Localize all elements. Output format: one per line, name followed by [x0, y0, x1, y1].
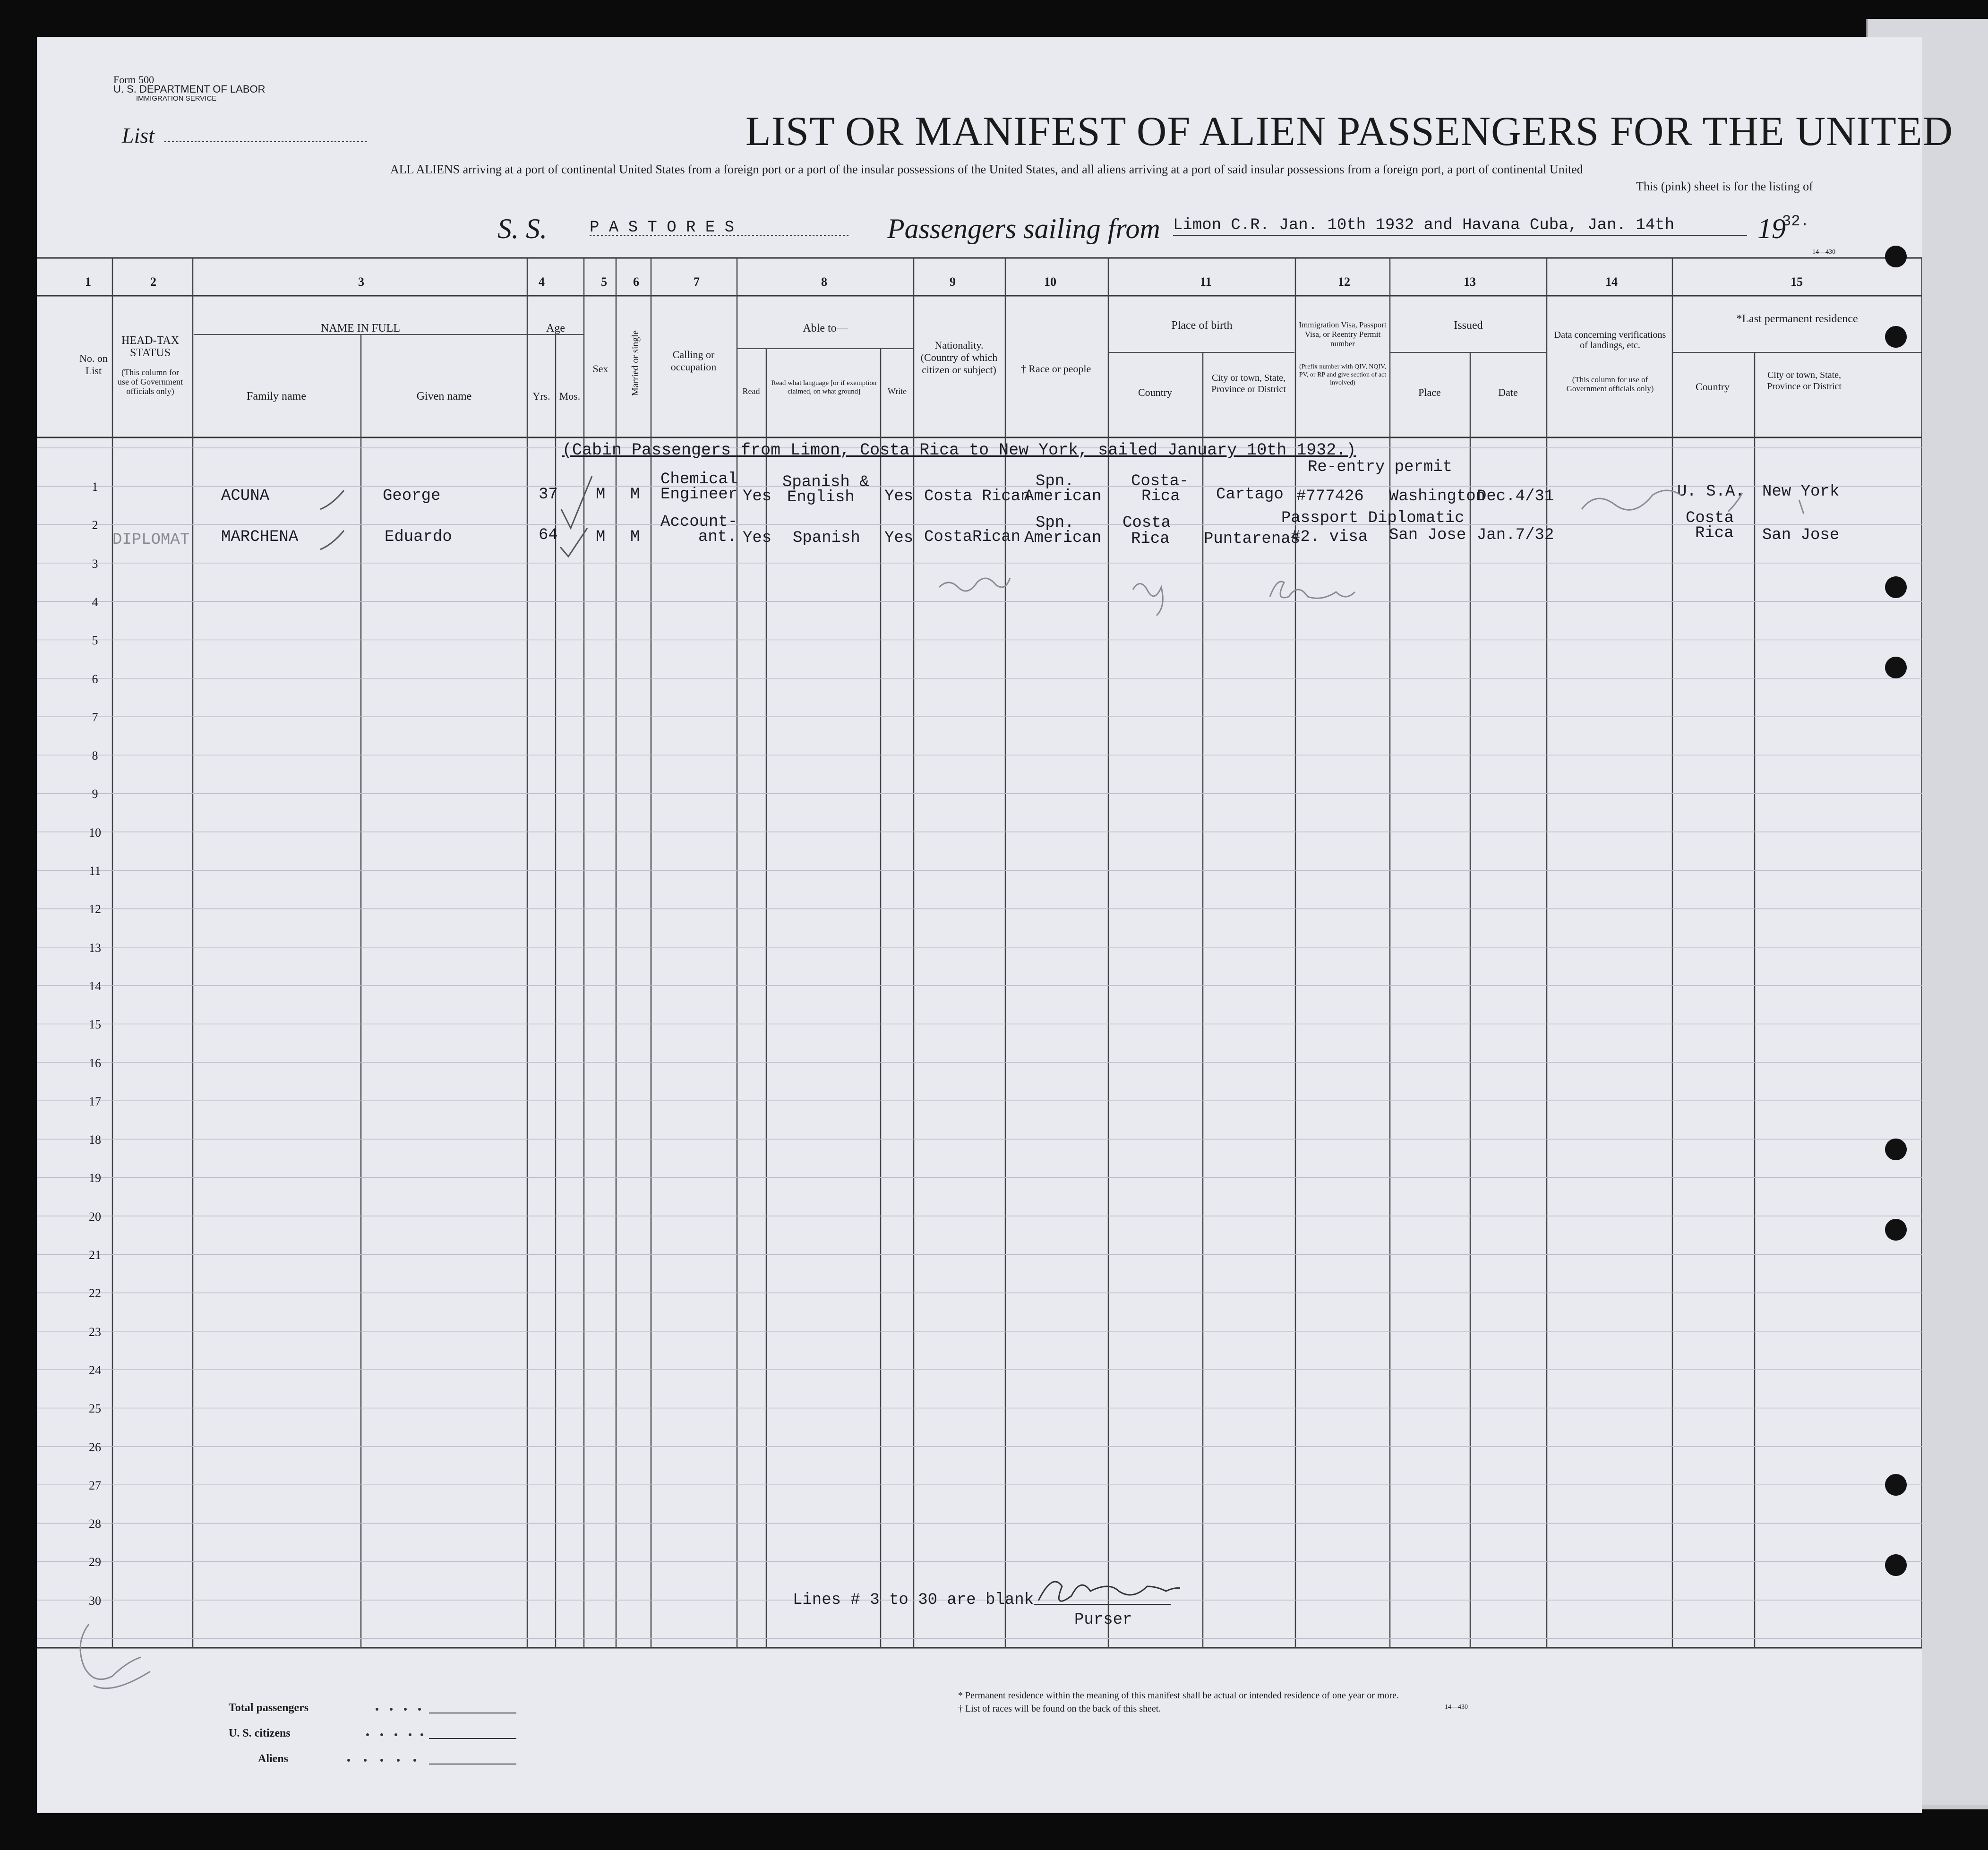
line-number: 2 [92, 518, 98, 532]
line-number: 5 [92, 634, 98, 648]
header-head-tax-note: (This column for use of Government officials only) [118, 368, 183, 396]
language-line-1: Spanish & [782, 473, 869, 491]
binder-hole [1885, 1139, 1907, 1160]
race-line-2: American [1024, 529, 1102, 547]
header-mos: Mos. [559, 390, 581, 402]
binder-hole [1885, 1474, 1907, 1496]
header-age: Age [546, 322, 565, 334]
line-number: 10 [89, 825, 101, 839]
col-num-6: 6 [633, 275, 639, 289]
footnote-races: † List of races will be found on the back of this sheet. [958, 1704, 1161, 1714]
manifest-sheet [37, 37, 1954, 1813]
sailing-from: Limon C.R. Jan. 10th 1932 and Havana Cuba, Jan. 14th [1173, 216, 1674, 234]
blank-lines-note: Lines # 3 to 30 are blank [793, 1591, 1034, 1609]
header-name-in-full: NAME IN FULL [321, 322, 400, 334]
col-num-15: 15 [1791, 275, 1803, 289]
birth-city: Cartago [1216, 486, 1284, 504]
binder-hole [1885, 246, 1907, 267]
binder-hole [1885, 657, 1907, 678]
header-yrs: Yrs. [532, 390, 550, 402]
col-num-5: 5 [601, 275, 607, 289]
line-number: 12 [89, 902, 101, 916]
line-number: 24 [89, 1363, 101, 1377]
header-issued: Issued [1454, 319, 1483, 332]
ss-label: S. S. [497, 213, 547, 244]
read: Yes [743, 529, 772, 547]
checkmark [320, 490, 344, 509]
corner-code: 14—430 [1812, 248, 1835, 256]
col-num-1: 1 [85, 275, 91, 289]
col-num-2: 2 [150, 275, 156, 289]
checkmark [320, 531, 344, 549]
sex: M [596, 486, 606, 504]
visa-line-1: Passport Diplomatic [1281, 509, 1465, 527]
header-data-concerning: Data concerning verifications of landings, etc. [1554, 330, 1666, 351]
header-sex: Sex [592, 363, 608, 375]
totals-dotted-leaders [320, 1700, 519, 1766]
header-date: Date [1498, 386, 1518, 398]
line-number: 28 [89, 1517, 101, 1531]
col-num-10: 10 [1044, 275, 1056, 289]
family-name: ACUNA [221, 487, 270, 505]
nationality: Costa Rican [924, 488, 1030, 505]
line-number: 26 [89, 1440, 101, 1454]
visa-line-2: #2. visa [1291, 528, 1368, 546]
line-number: 21 [89, 1248, 101, 1262]
line-number: 9 [92, 787, 98, 801]
col-num-14: 14 [1605, 275, 1618, 289]
language-line-1: Spanish [793, 529, 860, 547]
binder-hole [1885, 326, 1907, 348]
header-family-name: Family name [247, 390, 306, 403]
header-place-of-birth: Place of birth [1171, 319, 1233, 332]
issued-place: Washington [1389, 488, 1486, 505]
header-write: Write [887, 386, 907, 396]
header-nationality: Nationality. (Country of which citizen or subject) [920, 339, 998, 376]
purser-label: Purser [1074, 1611, 1132, 1629]
line-number: 1 [92, 480, 98, 494]
birth-country-line-2: Rica [1131, 530, 1170, 548]
line-number: 11 [89, 864, 101, 878]
line-number: 15 [89, 1018, 101, 1032]
age-years: 64 [539, 526, 558, 544]
family-name: MARCHENA [221, 528, 299, 546]
occupation-line-2: Engineer [660, 486, 738, 504]
col-num-12: 12 [1338, 275, 1350, 289]
list-label: List [122, 123, 155, 147]
occupation-line-2: ant. [698, 528, 737, 546]
race-line-1: Spn. [1036, 514, 1074, 532]
us-citizens-label: U. S. citizens [229, 1727, 291, 1739]
sex: M [596, 528, 606, 546]
header-country: Country [1138, 386, 1173, 398]
residence-city: San Jose [1762, 526, 1840, 544]
aliens-label: Aliens [258, 1753, 289, 1765]
header-no-on-list: No. on List [79, 352, 108, 377]
col-num-11: 11 [1200, 275, 1212, 289]
cabin-note: (Cabin Passengers from Limon, Costa Rica to New York, sailed January 10th 1932.) [562, 441, 1356, 460]
visa-line-2: #777426 [1296, 488, 1364, 505]
header-head-tax: HEAD-TAX STATUS [121, 334, 180, 359]
total-passengers-label: Total passengers [229, 1702, 309, 1714]
col-num-7: 7 [694, 275, 700, 289]
header-res-country: Country [1695, 381, 1730, 393]
col-num-13: 13 [1464, 275, 1476, 289]
issued-place: San Jose [1389, 526, 1466, 544]
col-num-9: 9 [950, 275, 956, 289]
service: IMMIGRATION SERVICE [136, 94, 217, 103]
issued-date: Jan.7/32 [1477, 526, 1554, 544]
age-years: 37 [539, 486, 558, 504]
col-num-4: 4 [539, 275, 545, 289]
line-number: 20 [89, 1209, 101, 1224]
year-suffix: 32. [1782, 213, 1809, 230]
line-number: 8 [92, 749, 98, 763]
given-name: Eduardo [385, 528, 452, 546]
occupation-line-1: Account- [660, 513, 738, 531]
line-number: 30 [89, 1593, 101, 1608]
header-given-name: Given name [416, 390, 472, 403]
residence-country-line-1: Costa [1686, 509, 1734, 527]
header-race: † Race or people [1020, 363, 1091, 375]
line-number: 18 [89, 1133, 101, 1147]
head-tax-stamp: DIPLOMAT [112, 531, 190, 549]
department: U. S. DEPARTMENT OF LABOR [113, 83, 266, 95]
header-married: Married or single [630, 330, 641, 396]
line-number: 25 [89, 1402, 101, 1416]
footnote-residence: * Permanent residence within the meaning of this manifest shall be actual or intended residence of one year or more. [958, 1690, 1399, 1701]
issued-date: Dec.4/31 [1477, 488, 1554, 505]
line-number: 19 [89, 1171, 101, 1185]
given-name: George [383, 487, 441, 505]
line-number: 23 [89, 1325, 101, 1339]
header-visa: Immigration Visa, Passport Visa, or Reentry Permit number [1299, 320, 1387, 348]
line-number: 17 [89, 1094, 101, 1108]
sailing-label: Passengers sailing from [887, 213, 1160, 244]
line-number: 16 [89, 1056, 101, 1070]
line-number: 3 [92, 557, 98, 571]
visa-line-1: Re-entry permit [1308, 458, 1453, 476]
header-visa-note: (Prefix number with QIV, NQIV, PV, or RP and give section of act involved) [1299, 363, 1387, 386]
nationality: CostaRican [924, 528, 1021, 546]
read: Yes [743, 488, 772, 505]
line-number: 7 [92, 710, 98, 724]
line-number: 29 [89, 1555, 101, 1569]
birth-city: Puntarenas [1204, 530, 1301, 548]
purser-signature [1029, 1567, 1180, 1615]
married: M [630, 486, 640, 504]
line-number: 14 [89, 979, 101, 993]
header-data-note: (This column for use of Government officials only) [1566, 375, 1654, 393]
married: M [630, 528, 640, 546]
line-number: 13 [89, 941, 101, 955]
checkmark [561, 476, 592, 528]
checkmark [560, 528, 587, 557]
subtitle-line-1: ALL ALIENS arriving at a port of continental United States from a foreign port or a port of the insular possessions of the United States, and all aliens arriving at a port of said insular possessions from a foreign port, a port of continental United [390, 163, 1583, 176]
language-line-2: English [787, 488, 855, 506]
handwritten-annotations [37, 37, 1922, 1813]
col-num-8: 8 [821, 275, 827, 289]
header-calling: Calling or occupation [670, 349, 717, 373]
residence-country: U. S.A. [1677, 483, 1745, 501]
occupation-line-1: Chemical [660, 471, 738, 488]
col-num-3: 3 [358, 275, 364, 289]
line-number: 22 [89, 1286, 101, 1301]
year-prefix: 19 [1757, 213, 1786, 244]
binder-hole [1885, 1219, 1907, 1241]
header-last-residence: *Last permanent residence [1736, 313, 1858, 325]
residence-city: New York [1762, 483, 1840, 501]
header-rules [37, 37, 1922, 264]
binder-hole [1885, 576, 1907, 598]
footnote-code: 14—430 [1445, 1704, 1468, 1711]
birth-country-line-2: Rica [1141, 488, 1180, 505]
header-place: Place [1418, 386, 1441, 398]
race-line-1: Spn. [1036, 472, 1074, 490]
residence-country-line-2: Rica [1695, 524, 1734, 542]
header-city: City or town, State, Province or District [1211, 373, 1286, 394]
header-able-to: Able to— [803, 322, 848, 334]
line-number: 27 [89, 1478, 101, 1492]
form-number: Form 500 [113, 74, 154, 86]
ship-name: P A S T O R E S [590, 219, 735, 237]
birth-country-line-1: Costa [1123, 514, 1171, 532]
page-title: LIST OR MANIFEST OF ALIEN PASSENGERS FOR THE UNITED [746, 109, 1954, 154]
line-number: 4 [92, 595, 98, 609]
header-read: Read [742, 386, 760, 396]
subtitle-line-2: This (pink) sheet is for the listing of [1636, 180, 1813, 193]
race-line-2: American [1024, 488, 1102, 505]
header-read-what: Read what language [or if exemption claimed, on what ground] [771, 379, 877, 395]
write: Yes [884, 529, 914, 547]
line-number: 6 [92, 672, 98, 686]
header-res-city: City or town, State, Province or District [1767, 370, 1842, 392]
write: Yes [884, 488, 914, 505]
birth-country-line-1: Costa- [1131, 472, 1189, 490]
binder-hole [1885, 1554, 1907, 1576]
